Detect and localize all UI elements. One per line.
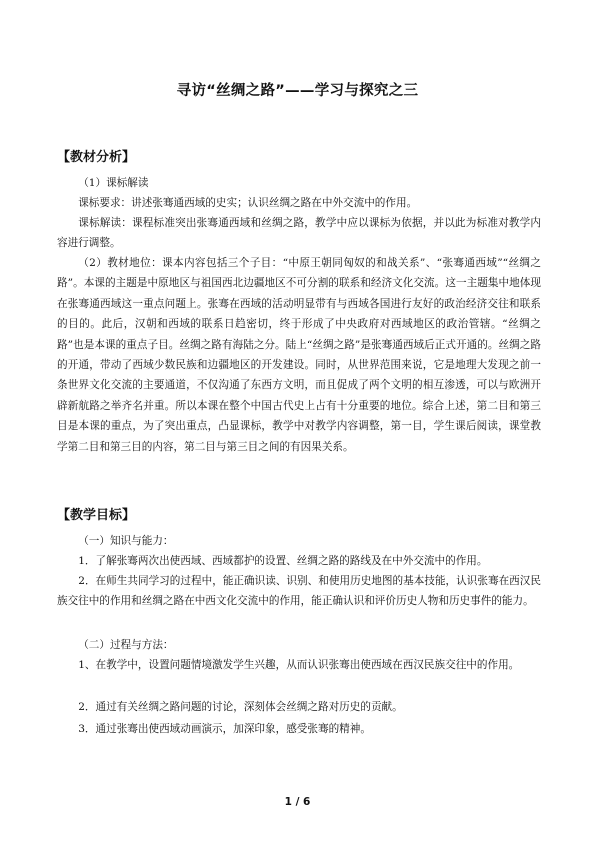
section-heading-goals: 【教学目标】 bbox=[57, 508, 136, 523]
paragraph-curriculum-interpretation: 课标解读：课程标准突出张骞通西域和丝绸之路，教学中应以课标为依据，并以此为标准对教学内容进行调整。 bbox=[57, 217, 541, 250]
subheading-curriculum: （1）课标解读 bbox=[78, 177, 149, 189]
document-title: 寻访“丝绸之路”——学习与探究之三 bbox=[176, 83, 419, 99]
paragraph-curriculum-requirement: 课标要求：讲述张骞通西域的史实；认识丝绸之路在中外交流中的作用。 bbox=[78, 197, 418, 209]
method-item-1: 1、在教学中，设置问题情境激发学生兴趣，从而认识张骞出使西域在西汉民族交往中的作用。 bbox=[78, 659, 520, 671]
goal-item-1: 1．了解张骞两次出使西域、西域都护的设置、丝绸之路的路线及在中外交流中的作用。 bbox=[78, 555, 488, 567]
page-number: 1 / 6 bbox=[284, 796, 311, 808]
method-item-2: 2．通过有关丝绸之路问题的讨论，深刻体会丝绸之路对历史的贡献。 bbox=[78, 701, 403, 713]
method-item-3: 3．通过张骞出使西域动画演示，加深印象，感受张骞的精神。 bbox=[78, 723, 371, 735]
subheading-knowledge: （一）知识与能力： bbox=[78, 535, 174, 547]
goal-item-2: 2．在师生共同学习的过程中，能正确识读、识别、和使用历史地图的基本技能，认识张骞在西汉民族交往中的作用和丝绸之路在中西文化交流中的作用，能正确认识和评价历史人物和历史事件的能力。 bbox=[57, 575, 541, 608]
section-heading-analysis: 【教材分析】 bbox=[57, 150, 136, 165]
paragraph-textbook-position: （2）教材地位：课本内容包括三个子目：“中原王朝同匈奴的和战关系”、“张骞通西域”“丝绸之路”。本课的主题是中原地区与祖国西北边疆地区不可分割的联系和经济文化交流。这一主题集中地体现在张骞通西域这一重点问题上。张骞在西域的活动明显带有与西域各国进行友好的政治经济交往和联系的目的。此后，汉朝和西域的联系日趋密切，终于形成了中央政府对西域地区的政治管辖。“丝绸之路”也是本课的重点子目。丝绸之路有海陆之分。陆上“丝绸之路”是张骞通西域后正式开通的。丝绸之路的开通，带动了西域少数民族和边疆地区的开发建设。同时，从世界范围来说，它是地理大发现之前一条世界文化交流的主要通道，不仅沟通了东西方文明，而且促成了两个文明的相互渗透，可以与欧洲开辟新航路之举齐名并重。所以本课在整个中国古代史上占有十分重要的地位。综合上述，第二目和第三目是本课的重点，为了突出重点，凸显课标，教学中对教学内容调整，第一目，学生课后阅读，课堂教学第二目和第三目的内容，第二目与第三目之间的有因果关系。 bbox=[57, 257, 541, 453]
subheading-process: （二）过程与方法： bbox=[78, 639, 174, 651]
